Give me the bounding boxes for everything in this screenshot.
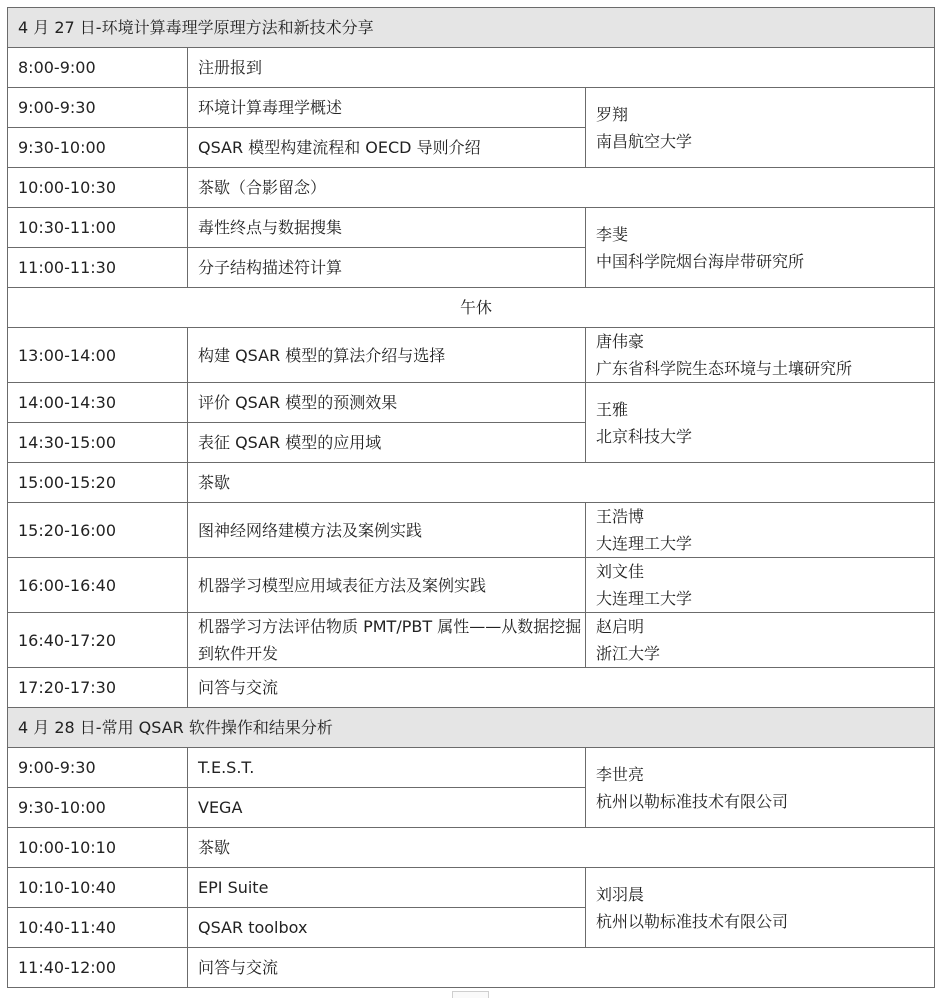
day-header-row (8, 708, 935, 748)
speaker-name: 李世亮 (596, 764, 645, 784)
table-row (8, 668, 935, 708)
time-cell: 16:40-17:20 (8, 613, 188, 668)
topic-cell: 茶歇 (188, 463, 935, 503)
table-row (8, 168, 935, 208)
table-row (8, 948, 935, 988)
speaker-cell (586, 748, 935, 828)
table-row (8, 463, 935, 503)
time-cell: 10:10-10:40 (8, 868, 188, 908)
topic-cell: 问答与交流 (188, 668, 935, 708)
time-cell: 9:00-9:30 (8, 748, 188, 788)
speaker-name: 罗翔 (596, 104, 629, 124)
topic-cell: VEGA (188, 788, 586, 828)
topic-cell: 注册报到 (188, 48, 935, 88)
lunch-row (8, 288, 935, 328)
topic-cell: 构建 QSAR 模型的算法介绍与选择 (188, 328, 586, 383)
day1-title: 4 月 27 日-环境计算毒理学原理方法和新技术分享 (8, 8, 935, 48)
speaker-name: 王浩博 (596, 507, 645, 526)
topic-cell: 环境计算毒理学概述 (188, 88, 586, 128)
day-header-row (8, 8, 935, 48)
table-row (8, 828, 935, 868)
topic-cell: 茶歇 (188, 828, 935, 868)
speaker-name: 李斐 (596, 224, 629, 244)
topic-cell: 茶歇（合影留念） (188, 168, 935, 208)
topic-cell: 机器学习方法评估物质 PMT/PBT 属性——从数据挖掘到软件开发 (188, 613, 586, 668)
speaker-cell (586, 88, 935, 168)
topic-cell: 机器学习模型应用域表征方法及案例实践 (188, 558, 586, 613)
speaker-cell (586, 558, 935, 613)
speaker-name: 赵启明 (596, 617, 645, 636)
speaker-org: 广东省科学院生态环境与土壤研究所 (596, 359, 853, 378)
table-row (8, 383, 935, 423)
time-cell: 14:30-15:00 (8, 423, 188, 463)
speaker-org: 北京科技大学 (596, 426, 693, 446)
speaker-org: 南昌航空大学 (596, 131, 693, 151)
speaker-name: 唐伟豪 (596, 332, 645, 351)
speaker-cell (586, 328, 935, 383)
time-cell: 8:00-9:00 (8, 48, 188, 88)
topic-cell: EPI Suite (188, 868, 586, 908)
time-cell: 15:00-15:20 (8, 463, 188, 503)
speaker-cell (586, 383, 935, 463)
time-cell: 17:20-17:30 (8, 668, 188, 708)
time-cell: 9:30-10:00 (8, 788, 188, 828)
topic-cell: 分子结构描述符计算 (188, 248, 586, 288)
topic-cell: 图神经网络建模方法及案例实践 (188, 503, 586, 558)
speaker-org: 中国科学院烟台海岸带研究所 (596, 251, 805, 271)
topic-cell: T.E.S.T. (188, 748, 586, 788)
time-cell: 10:00-10:10 (8, 828, 188, 868)
topic-cell: 毒性终点与数据搜集 (188, 208, 586, 248)
table-row (8, 613, 935, 668)
day2-title: 4 月 28 日-常用 QSAR 软件操作和结果分析 (8, 708, 935, 748)
speaker-cell (586, 868, 935, 948)
time-cell: 16:00-16:40 (8, 558, 188, 613)
time-cell: 11:40-12:00 (8, 948, 188, 988)
speaker-org: 杭州以勒标准技术有限公司 (596, 791, 789, 811)
speaker-org: 杭州以勒标准技术有限公司 (596, 911, 789, 931)
time-cell: 10:00-10:30 (8, 168, 188, 208)
time-cell: 11:00-11:30 (8, 248, 188, 288)
topic-cell: 问答与交流 (188, 948, 935, 988)
time-cell: 14:00-14:30 (8, 383, 188, 423)
schedule-table (7, 7, 935, 988)
speaker-name: 王雅 (596, 399, 629, 419)
time-cell: 10:30-11:00 (8, 208, 188, 248)
speaker-org: 大连理工大学 (596, 589, 693, 608)
topic-cell: 表征 QSAR 模型的应用域 (188, 423, 586, 463)
speaker-org: 大连理工大学 (596, 534, 693, 553)
lunch-cell: 午休 (8, 288, 935, 328)
table-row (8, 48, 935, 88)
time-cell: 9:30-10:00 (8, 128, 188, 168)
speaker-cell (586, 613, 935, 668)
speaker-name: 刘文佳 (596, 562, 645, 581)
time-cell: 13:00-14:00 (8, 328, 188, 383)
table-row (8, 328, 935, 383)
speaker-org: 浙江大学 (596, 644, 661, 663)
table-row (8, 868, 935, 908)
time-cell: 9:00-9:30 (8, 88, 188, 128)
time-cell: 15:20-16:00 (8, 503, 188, 558)
speaker-cell (586, 208, 935, 288)
time-cell: 10:40-11:40 (8, 908, 188, 948)
topic-cell: 评价 QSAR 模型的预测效果 (188, 383, 586, 423)
table-row (8, 88, 935, 128)
speaker-cell (586, 503, 935, 558)
topic-cell: QSAR 模型构建流程和 OECD 导则介绍 (188, 128, 586, 168)
topic-cell: QSAR toolbox (188, 908, 586, 948)
table-row (8, 748, 935, 788)
table-row (8, 503, 935, 558)
speaker-name: 刘羽晨 (596, 884, 645, 904)
table-row (8, 558, 935, 613)
table-row (8, 208, 935, 248)
